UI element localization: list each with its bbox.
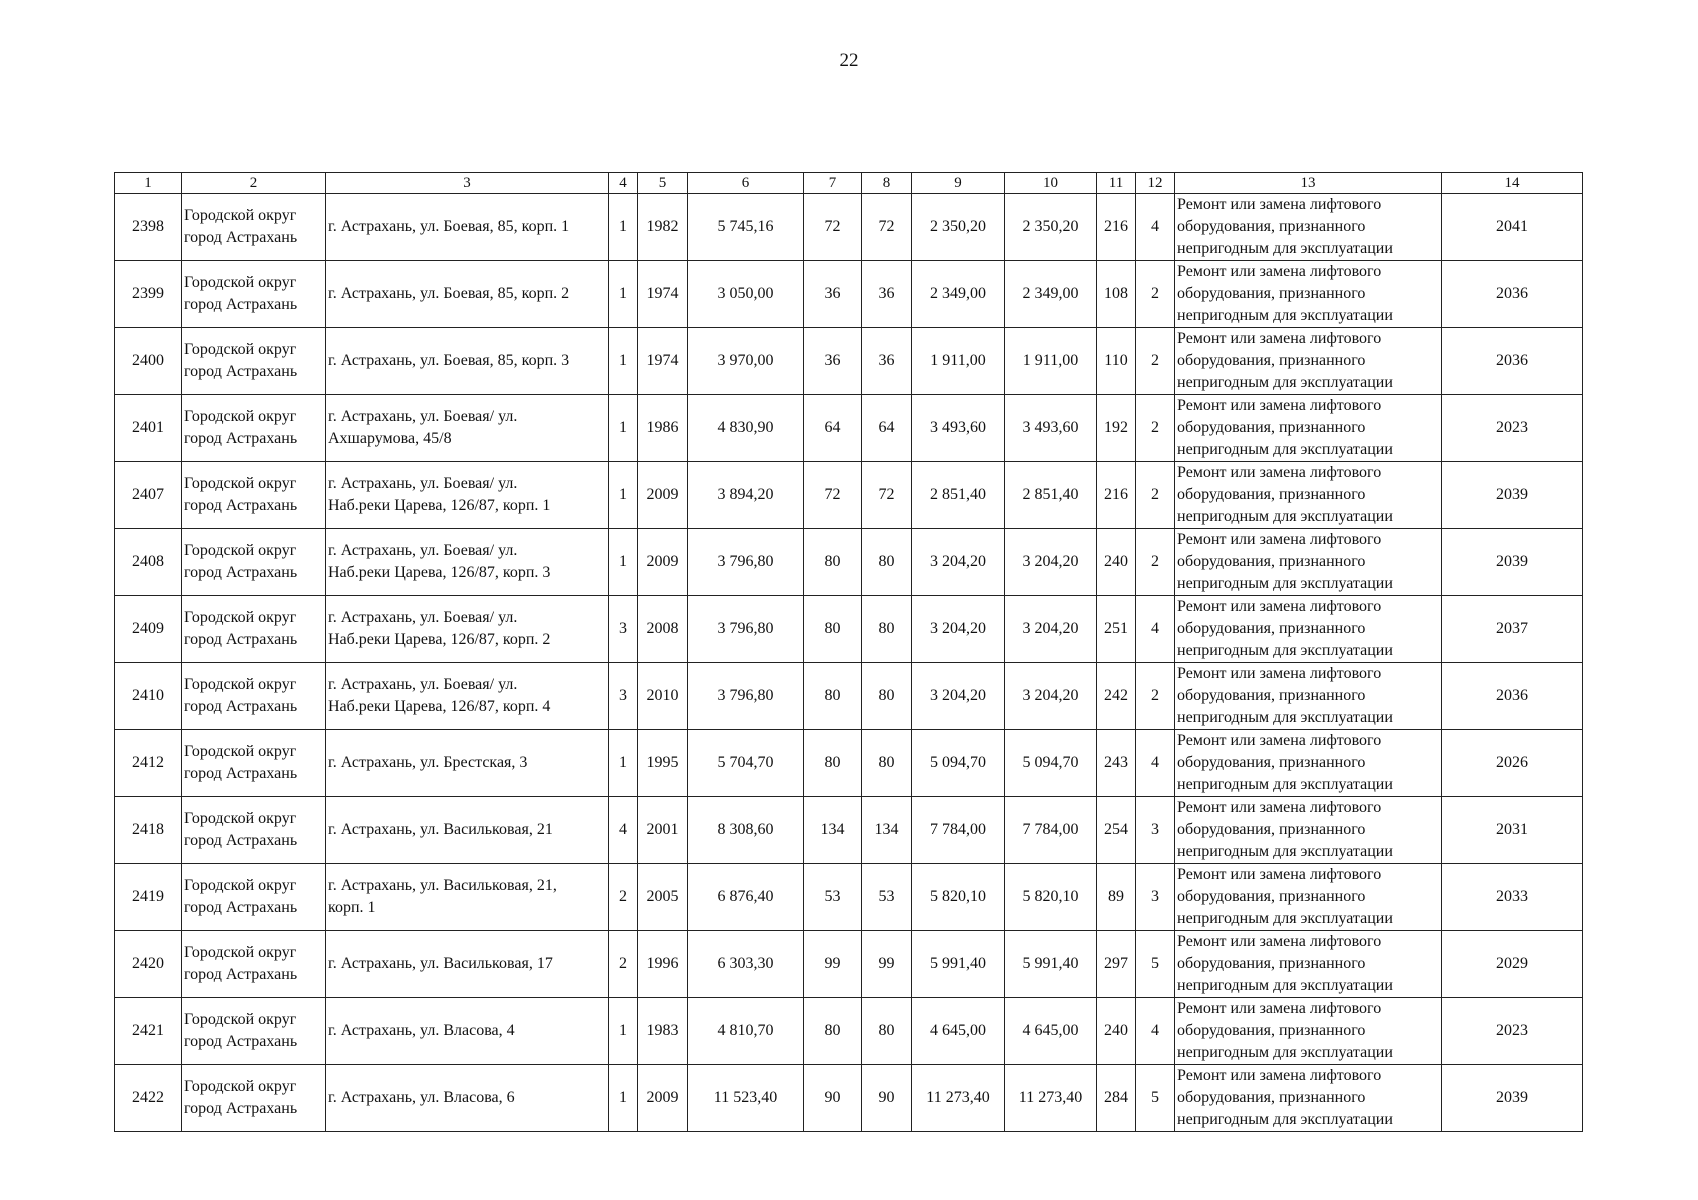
column-header: 8 — [862, 173, 912, 194]
col4-cell: 1 — [609, 998, 638, 1065]
col11-cell: 251 — [1097, 596, 1136, 663]
address-cell: г. Астрахань, ул. Боевая, 85, корп. 2 — [326, 261, 609, 328]
address-cell: г. Астрахань, ул. Боевая, 85, корп. 3 — [326, 328, 609, 395]
row-number-cell: 2401 — [115, 395, 182, 462]
col12-cell: 2 — [1136, 395, 1175, 462]
table-row — [115, 730, 1583, 797]
col7-cell: 36 — [804, 261, 862, 328]
table-row — [115, 931, 1583, 998]
col4-cell: 1 — [609, 1065, 638, 1132]
row-number-cell: 2400 — [115, 328, 182, 395]
col11-cell: 216 — [1097, 194, 1136, 261]
col4-cell: 3 — [609, 663, 638, 730]
col12-cell: 3 — [1136, 864, 1175, 931]
row-number-cell: 2420 — [115, 931, 182, 998]
column-header: 4 — [609, 173, 638, 194]
col10-cell: 2 350,20 — [1005, 194, 1097, 261]
col9-cell: 5 094,70 — [912, 730, 1005, 797]
col8-cell: 80 — [862, 596, 912, 663]
register-table — [114, 172, 1583, 1132]
col9-cell: 3 493,60 — [912, 395, 1005, 462]
col7-cell: 64 — [804, 395, 862, 462]
col6-cell: 11 523,40 — [688, 1065, 804, 1132]
col7-cell: 134 — [804, 797, 862, 864]
work-type-cell: Ремонт или замена лифтового оборудования, признанного непригодным для эксплуатации — [1175, 730, 1442, 797]
municipality-cell: Городской округ город Астрахань — [182, 730, 326, 797]
column-header: 7 — [804, 173, 862, 194]
col6-cell: 3 796,80 — [688, 529, 804, 596]
table-row — [115, 998, 1583, 1065]
col12-cell: 2 — [1136, 663, 1175, 730]
col9-cell: 3 204,20 — [912, 596, 1005, 663]
year-cell: 2009 — [638, 462, 688, 529]
planned-year-cell: 2036 — [1442, 261, 1583, 328]
municipality-cell: Городской округ город Астрахань — [182, 663, 326, 730]
col4-cell: 3 — [609, 596, 638, 663]
address-cell: г. Астрахань, ул. Васильковая, 21, корп. 1 — [326, 864, 609, 931]
year-cell: 2001 — [638, 797, 688, 864]
address-cell: г. Астрахань, ул. Боевая/ ул. Наб.реки Царева, 126/87, корп. 4 — [326, 663, 609, 730]
col11-cell: 108 — [1097, 261, 1136, 328]
col9-cell: 3 204,20 — [912, 663, 1005, 730]
planned-year-cell: 2033 — [1442, 864, 1583, 931]
col6-cell: 5 704,70 — [688, 730, 804, 797]
row-number-cell: 2407 — [115, 462, 182, 529]
col11-cell: 110 — [1097, 328, 1136, 395]
planned-year-cell: 2039 — [1442, 462, 1583, 529]
year-cell: 2010 — [638, 663, 688, 730]
municipality-cell: Городской округ город Астрахань — [182, 328, 326, 395]
col10-cell: 4 645,00 — [1005, 998, 1097, 1065]
col9-cell: 3 204,20 — [912, 529, 1005, 596]
col4-cell: 1 — [609, 261, 638, 328]
municipality-cell: Городской округ город Астрахань — [182, 529, 326, 596]
col10-cell: 2 851,40 — [1005, 462, 1097, 529]
column-header: 2 — [182, 173, 326, 194]
table-row — [115, 864, 1583, 931]
col12-cell: 2 — [1136, 261, 1175, 328]
col12-cell: 4 — [1136, 596, 1175, 663]
col8-cell: 80 — [862, 730, 912, 797]
address-cell: г. Астрахань, ул. Васильковая, 21 — [326, 797, 609, 864]
municipality-cell: Городской округ город Астрахань — [182, 931, 326, 998]
column-header: 13 — [1175, 173, 1442, 194]
col6-cell: 3 050,00 — [688, 261, 804, 328]
col8-cell: 80 — [862, 998, 912, 1065]
col9-cell: 2 851,40 — [912, 462, 1005, 529]
column-number-row — [115, 173, 1583, 194]
col6-cell: 8 308,60 — [688, 797, 804, 864]
address-cell: г. Астрахань, ул. Боевая/ ул. Наб.реки Царева, 126/87, корп. 2 — [326, 596, 609, 663]
col11-cell: 240 — [1097, 529, 1136, 596]
planned-year-cell: 2026 — [1442, 730, 1583, 797]
column-header: 6 — [688, 173, 804, 194]
col10-cell: 5 820,10 — [1005, 864, 1097, 931]
col9-cell: 5 820,10 — [912, 864, 1005, 931]
col12-cell: 5 — [1136, 1065, 1175, 1132]
work-type-cell: Ремонт или замена лифтового оборудования, признанного непригодным для эксплуатации — [1175, 998, 1442, 1065]
work-type-cell: Ремонт или замена лифтового оборудования, признанного непригодным для эксплуатации — [1175, 931, 1442, 998]
table-header — [115, 173, 1583, 194]
column-header: 11 — [1097, 173, 1136, 194]
year-cell: 1996 — [638, 931, 688, 998]
col10-cell: 3 204,20 — [1005, 529, 1097, 596]
col12-cell: 2 — [1136, 529, 1175, 596]
municipality-cell: Городской округ город Астрахань — [182, 395, 326, 462]
table-row — [115, 529, 1583, 596]
table-row — [115, 194, 1583, 261]
col9-cell: 5 991,40 — [912, 931, 1005, 998]
work-type-cell: Ремонт или замена лифтового оборудования, признанного непригодным для эксплуатации — [1175, 328, 1442, 395]
col12-cell: 4 — [1136, 730, 1175, 797]
work-type-cell: Ремонт или замена лифтового оборудования, признанного непригодным для эксплуатации — [1175, 797, 1442, 864]
col10-cell: 2 349,00 — [1005, 261, 1097, 328]
col7-cell: 99 — [804, 931, 862, 998]
col8-cell: 36 — [862, 328, 912, 395]
row-number-cell: 2419 — [115, 864, 182, 931]
row-number-cell: 2409 — [115, 596, 182, 663]
column-header: 5 — [638, 173, 688, 194]
address-cell: г. Астрахань, ул. Боевая, 85, корп. 1 — [326, 194, 609, 261]
col6-cell: 6 876,40 — [688, 864, 804, 931]
col9-cell: 2 350,20 — [912, 194, 1005, 261]
work-type-cell: Ремонт или замена лифтового оборудования, признанного непригодным для эксплуатации — [1175, 864, 1442, 931]
municipality-cell: Городской округ город Астрахань — [182, 1065, 326, 1132]
planned-year-cell: 2023 — [1442, 998, 1583, 1065]
col10-cell: 3 493,60 — [1005, 395, 1097, 462]
table-row — [115, 395, 1583, 462]
table-row — [115, 462, 1583, 529]
column-header: 12 — [1136, 173, 1175, 194]
planned-year-cell: 2039 — [1442, 529, 1583, 596]
col11-cell: 89 — [1097, 864, 1136, 931]
column-header: 3 — [326, 173, 609, 194]
planned-year-cell: 2031 — [1442, 797, 1583, 864]
col4-cell: 1 — [609, 194, 638, 261]
page-number: 22 — [839, 50, 859, 71]
row-number-cell: 2418 — [115, 797, 182, 864]
row-number-cell: 2422 — [115, 1065, 182, 1132]
col6-cell: 3 796,80 — [688, 596, 804, 663]
table-row — [115, 261, 1583, 328]
row-number-cell: 2408 — [115, 529, 182, 596]
col11-cell: 297 — [1097, 931, 1136, 998]
col11-cell: 254 — [1097, 797, 1136, 864]
col12-cell: 4 — [1136, 998, 1175, 1065]
col7-cell: 53 — [804, 864, 862, 931]
col10-cell: 7 784,00 — [1005, 797, 1097, 864]
table-row — [115, 797, 1583, 864]
work-type-cell: Ремонт или замена лифтового оборудования, признанного непригодным для эксплуатации — [1175, 663, 1442, 730]
row-number-cell: 2421 — [115, 998, 182, 1065]
col4-cell: 4 — [609, 797, 638, 864]
col12-cell: 2 — [1136, 328, 1175, 395]
col7-cell: 90 — [804, 1065, 862, 1132]
address-cell: г. Астрахань, ул. Боевая/ ул. Ахшарумова, 45/8 — [326, 395, 609, 462]
col4-cell: 1 — [609, 328, 638, 395]
table-row — [115, 596, 1583, 663]
column-header: 9 — [912, 173, 1005, 194]
col10-cell: 5 991,40 — [1005, 931, 1097, 998]
address-cell: г. Астрахань, ул. Власова, 4 — [326, 998, 609, 1065]
col9-cell: 4 645,00 — [912, 998, 1005, 1065]
table-row — [115, 1065, 1583, 1132]
planned-year-cell: 2023 — [1442, 395, 1583, 462]
year-cell: 1995 — [638, 730, 688, 797]
year-cell: 2008 — [638, 596, 688, 663]
planned-year-cell: 2037 — [1442, 596, 1583, 663]
col6-cell: 3 796,80 — [688, 663, 804, 730]
col12-cell: 5 — [1136, 931, 1175, 998]
col4-cell: 1 — [609, 529, 638, 596]
year-cell: 1986 — [638, 395, 688, 462]
municipality-cell: Городской округ город Астрахань — [182, 462, 326, 529]
row-number-cell: 2398 — [115, 194, 182, 261]
col10-cell: 3 204,20 — [1005, 596, 1097, 663]
year-cell: 1974 — [638, 328, 688, 395]
col10-cell: 11 273,40 — [1005, 1065, 1097, 1132]
municipality-cell: Городской округ город Астрахань — [182, 596, 326, 663]
municipality-cell: Городской округ город Астрахань — [182, 864, 326, 931]
planned-year-cell: 2029 — [1442, 931, 1583, 998]
year-cell: 1982 — [638, 194, 688, 261]
column-header: 1 — [115, 173, 182, 194]
address-cell: г. Астрахань, ул. Брестская, 3 — [326, 730, 609, 797]
col11-cell: 216 — [1097, 462, 1136, 529]
col7-cell: 36 — [804, 328, 862, 395]
col10-cell: 5 094,70 — [1005, 730, 1097, 797]
col11-cell: 192 — [1097, 395, 1136, 462]
work-type-cell: Ремонт или замена лифтового оборудования, признанного непригодным для эксплуатации — [1175, 462, 1442, 529]
year-cell: 1983 — [638, 998, 688, 1065]
col7-cell: 80 — [804, 730, 862, 797]
municipality-cell: Городской округ город Астрахань — [182, 261, 326, 328]
year-cell: 2009 — [638, 1065, 688, 1132]
column-header: 10 — [1005, 173, 1097, 194]
col4-cell: 1 — [609, 462, 638, 529]
col4-cell: 1 — [609, 730, 638, 797]
planned-year-cell: 2039 — [1442, 1065, 1583, 1132]
col7-cell: 72 — [804, 462, 862, 529]
work-type-cell: Ремонт или замена лифтового оборудования, признанного непригодным для эксплуатации — [1175, 1065, 1442, 1132]
col6-cell: 4 830,90 — [688, 395, 804, 462]
address-cell: г. Астрахань, ул. Боевая/ ул. Наб.реки Царева, 126/87, корп. 1 — [326, 462, 609, 529]
col7-cell: 80 — [804, 529, 862, 596]
row-number-cell: 2412 — [115, 730, 182, 797]
col7-cell: 72 — [804, 194, 862, 261]
col7-cell: 80 — [804, 596, 862, 663]
municipality-cell: Городской округ город Астрахань — [182, 797, 326, 864]
col12-cell: 2 — [1136, 462, 1175, 529]
address-cell: г. Астрахань, ул. Боевая/ ул. Наб.реки Царева, 126/87, корп. 3 — [326, 529, 609, 596]
col10-cell: 3 204,20 — [1005, 663, 1097, 730]
year-cell: 2009 — [638, 529, 688, 596]
col9-cell: 7 784,00 — [912, 797, 1005, 864]
col6-cell: 3 970,00 — [688, 328, 804, 395]
municipality-cell: Городской округ город Астрахань — [182, 194, 326, 261]
col7-cell: 80 — [804, 663, 862, 730]
col6-cell: 4 810,70 — [688, 998, 804, 1065]
col11-cell: 284 — [1097, 1065, 1136, 1132]
col12-cell: 3 — [1136, 797, 1175, 864]
address-cell: г. Астрахань, ул. Власова, 6 — [326, 1065, 609, 1132]
address-cell: г. Астрахань, ул. Васильковая, 17 — [326, 931, 609, 998]
col8-cell: 72 — [862, 462, 912, 529]
table-row — [115, 663, 1583, 730]
col9-cell: 1 911,00 — [912, 328, 1005, 395]
planned-year-cell: 2036 — [1442, 663, 1583, 730]
col6-cell: 5 745,16 — [688, 194, 804, 261]
col6-cell: 6 303,30 — [688, 931, 804, 998]
col10-cell: 1 911,00 — [1005, 328, 1097, 395]
col4-cell: 2 — [609, 931, 638, 998]
col8-cell: 80 — [862, 529, 912, 596]
col9-cell: 11 273,40 — [912, 1065, 1005, 1132]
col8-cell: 90 — [862, 1065, 912, 1132]
col11-cell: 240 — [1097, 998, 1136, 1065]
col11-cell: 243 — [1097, 730, 1136, 797]
table-row — [115, 328, 1583, 395]
year-cell: 2005 — [638, 864, 688, 931]
table-body — [115, 194, 1583, 1132]
work-type-cell: Ремонт или замена лифтового оборудования, признанного непригодным для эксплуатации — [1175, 395, 1442, 462]
year-cell: 1974 — [638, 261, 688, 328]
col12-cell: 4 — [1136, 194, 1175, 261]
col8-cell: 80 — [862, 663, 912, 730]
col8-cell: 72 — [862, 194, 912, 261]
work-type-cell: Ремонт или замена лифтового оборудования, признанного непригодным для эксплуатации — [1175, 529, 1442, 596]
work-type-cell: Ремонт или замена лифтового оборудования, признанного непригодным для эксплуатации — [1175, 261, 1442, 328]
col11-cell: 242 — [1097, 663, 1136, 730]
col7-cell: 80 — [804, 998, 862, 1065]
row-number-cell: 2410 — [115, 663, 182, 730]
col4-cell: 2 — [609, 864, 638, 931]
planned-year-cell: 2036 — [1442, 328, 1583, 395]
col4-cell: 1 — [609, 395, 638, 462]
col8-cell: 99 — [862, 931, 912, 998]
col8-cell: 53 — [862, 864, 912, 931]
work-type-cell: Ремонт или замена лифтового оборудования, признанного непригодным для эксплуатации — [1175, 596, 1442, 663]
col9-cell: 2 349,00 — [912, 261, 1005, 328]
planned-year-cell: 2041 — [1442, 194, 1583, 261]
col6-cell: 3 894,20 — [688, 462, 804, 529]
col8-cell: 64 — [862, 395, 912, 462]
col8-cell: 36 — [862, 261, 912, 328]
row-number-cell: 2399 — [115, 261, 182, 328]
col8-cell: 134 — [862, 797, 912, 864]
work-type-cell: Ремонт или замена лифтового оборудования, признанного непригодным для эксплуатации — [1175, 194, 1442, 261]
column-header: 14 — [1442, 173, 1583, 194]
municipality-cell: Городской округ город Астрахань — [182, 998, 326, 1065]
